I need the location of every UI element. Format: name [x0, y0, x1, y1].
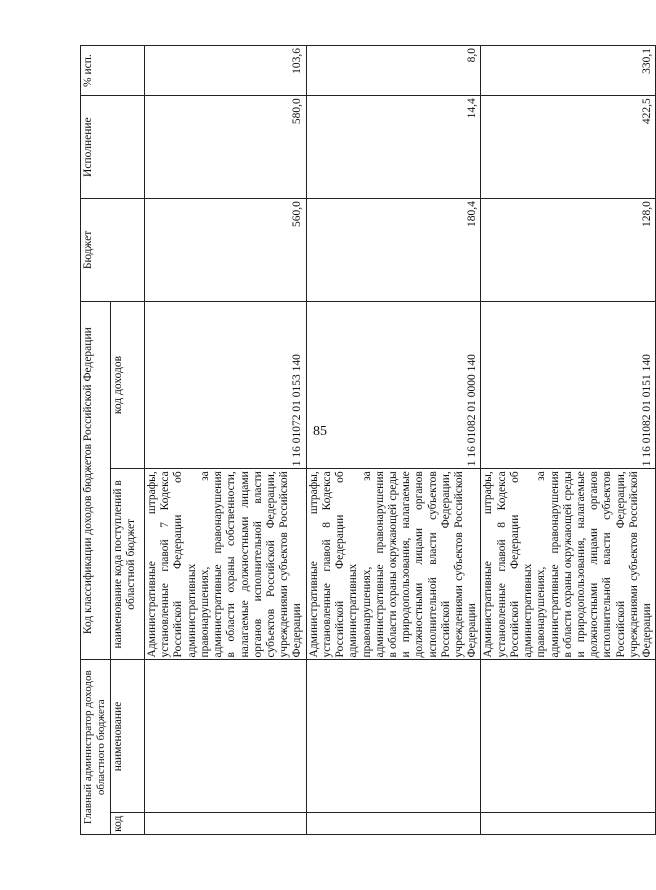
description-cell: Административные штрафы, установленные главой 7 Кодекса Российской Федерации об административных правонарушениях, за административные правонарушения в области охраны собственности, налагаемые должностными лицами органов исполнительной власти субъектов Российской Федерации, учреждениями субъектов Российской Федерации: [145, 469, 307, 660]
header-name: наименование: [111, 660, 145, 813]
header-percent: % исп.: [81, 46, 145, 96]
revenue-table: [80, 45, 656, 835]
table-row: [145, 46, 307, 835]
budget-cell: 180,4: [306, 199, 481, 302]
table-row: [306, 46, 481, 835]
description-cell: Административные штрафы, установленные главой 8 Кодекса Российской Федерации об административных правонарушениях, за административные правонарушения в области охраны окружающей среды и природопользования, налагаемые должностными лицами органов исполнительной власти субъектов Российской Федерации, учреждениями субъектов Российской Федерации: [481, 469, 656, 660]
header-budget: Бюджет: [81, 199, 145, 302]
income-code-cell: 1 16 01072 01 0153 140: [145, 301, 307, 468]
admin-name-cell: [481, 660, 656, 813]
header-code: код: [111, 813, 145, 835]
description-cell: Административные штрафы, установленные главой 8 Кодекса Российской Федерации об административных правонарушениях, за административные правонарушения в области охраны окружающей среды и природопользования, налагаемые должностными лицами органов исполнительной власти субъектов Российской Федерации, учреждениями субъектов Российской Федерации: [306, 469, 481, 660]
income-code-cell: 1 16 01082 01 0151 140: [481, 301, 656, 468]
header-execution: Исполнение: [81, 96, 145, 199]
percent-cell: 8,0: [306, 46, 481, 96]
header-income-code: код доходов: [111, 301, 145, 468]
rotated-table-container: [80, 45, 654, 835]
percent-cell: 330,1: [481, 46, 656, 96]
admin-code-cell: [306, 813, 481, 835]
execution-cell: 14,4: [306, 96, 481, 199]
header-classification-group: Код классификации доходов бюджетов Российской Федерации: [81, 301, 111, 660]
budget-cell: 560,0: [145, 199, 307, 302]
table-row: [481, 46, 656, 835]
execution-cell: 580,0: [145, 96, 307, 199]
page-number: 85: [313, 424, 327, 439]
percent-cell: 103,6: [145, 46, 307, 96]
header-admin-group: Главный администратор доходов областного бюджета: [81, 660, 111, 835]
admin-code-cell: [481, 813, 656, 835]
execution-cell: 422,5: [481, 96, 656, 199]
income-code-cell: 1 16 01082 01 0000 140: [306, 301, 481, 468]
admin-name-cell: [145, 660, 307, 813]
admin-name-cell: [306, 660, 481, 813]
admin-code-cell: [145, 813, 307, 835]
budget-cell: 128,0: [481, 199, 656, 302]
header-receipt-name: наименование кода поступлений в областной бюджет: [111, 469, 145, 660]
